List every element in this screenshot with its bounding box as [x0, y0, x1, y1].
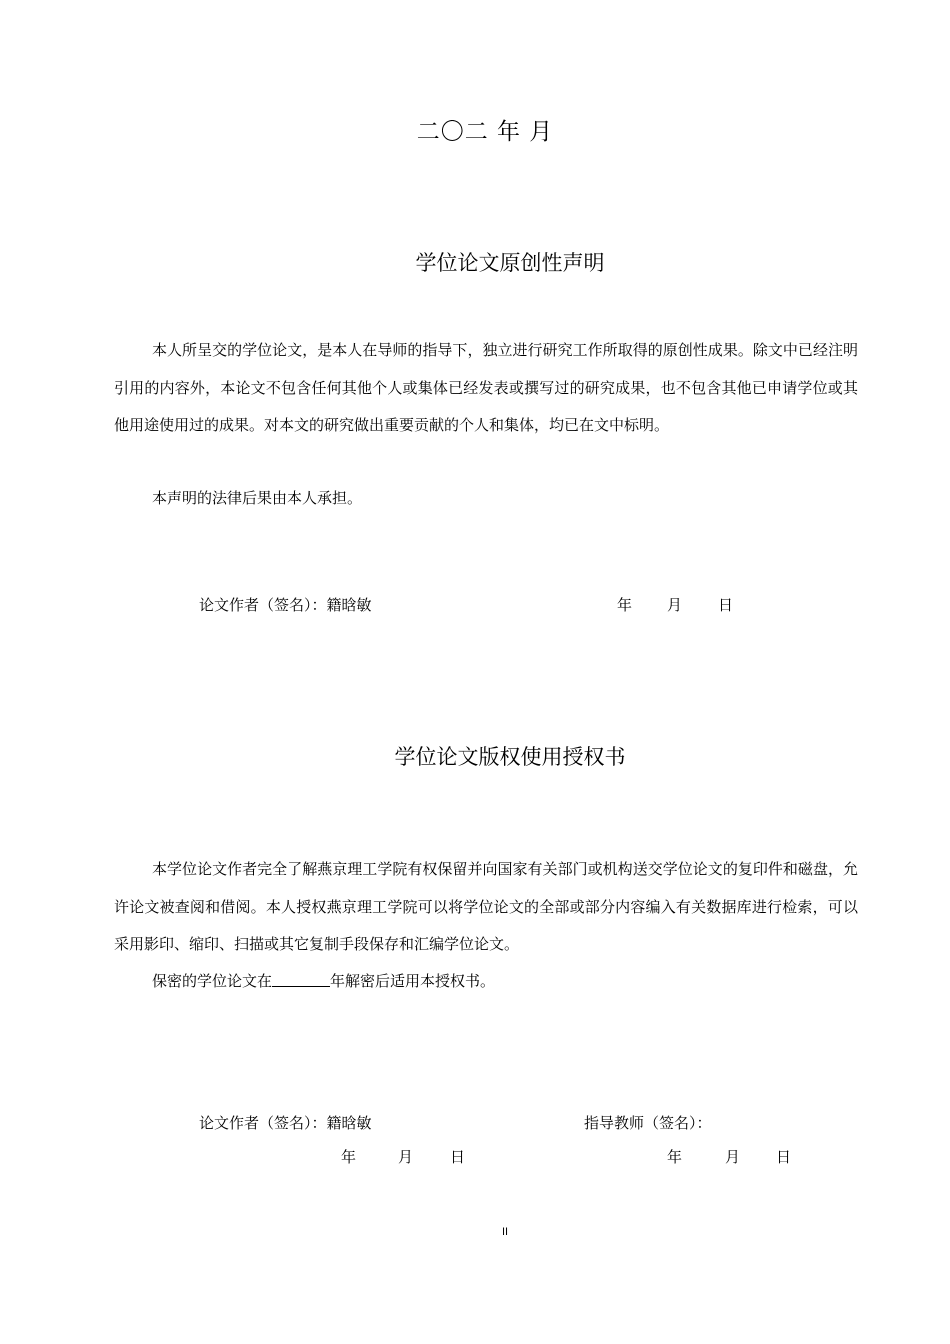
advisor-day-label: 日 [776, 1148, 792, 1166]
page-number: II [501, 1226, 509, 1238]
author-day-label: 日 [450, 1148, 466, 1166]
originality-author-signature: 论文作者（签名）：籍晗敏 [199, 596, 372, 614]
copyright-paragraph-2 [114, 963, 858, 1001]
originality-paragraph-1: 本人所呈交的学位论文，是本人在导师的指导下，独立进行研究工作所取得的原创性成果。除文中已经注明引用的内容外，本论文不包含任何其他个人或集体已经发表或撰写过的研究成果，也不包含其他已申请学位或其他用途使用过的成果。对本文的研究做出重要贡献的个人和集体，均已在文中标明。 [114, 341, 858, 434]
author-year-label: 年 [341, 1148, 357, 1166]
advisor-year-label: 年 [667, 1148, 683, 1166]
copyright-author-signature: 论文作者（签名）：籍晗敏 [199, 1114, 372, 1132]
author-month-label: 月 [398, 1148, 414, 1166]
advisor-signature: 指导教师（签名）： [584, 1114, 712, 1132]
advisor-month-label: 月 [725, 1148, 741, 1166]
originality-month-label: 月 [667, 596, 683, 614]
copyright-authorization-title: 学位论文版权使用授权书 [394, 745, 626, 769]
confidential-text-before: 保密的学位论文在 [152, 972, 273, 990]
originality-year-label: 年 [617, 596, 633, 614]
cover-date-line: 二〇二 年 月 [416, 119, 554, 145]
confidential-years-blank [272, 972, 330, 987]
originality-statement-title: 学位论文原创性声明 [415, 251, 605, 275]
originality-paragraph-2: 本声明的法律后果由本人承担。 [152, 489, 363, 507]
originality-day-label: 日 [718, 596, 734, 614]
copyright-paragraph-1: 本学位论文作者完全了解燕京理工学院有权保留并向国家有关部门或机构送交学位论文的复印件和磁盘，允许论文被查阅和借阅。本人授权燕京理工学院可以将学位论文的全部或部分内容编入有关数据库进行检索，可以采用影印、缩印、扫描或其它复制手段保存和汇编学位论文。 [114, 860, 858, 953]
confidential-text-after: 年解密后适用本授权书。 [330, 972, 496, 990]
